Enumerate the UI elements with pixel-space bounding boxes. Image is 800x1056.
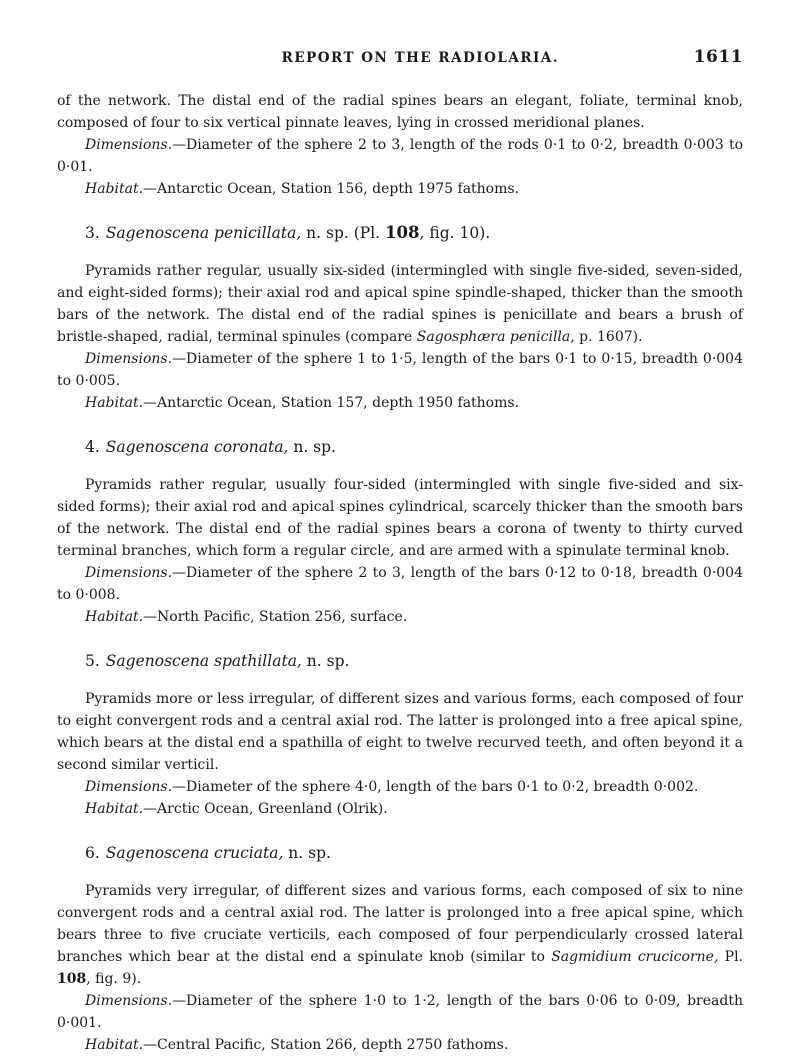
- habitat-label: Habitat.: [85, 1037, 144, 1053]
- plate-ref-number: 108: [57, 971, 87, 987]
- habitat-label: Habitat.: [85, 395, 144, 411]
- habitat-text: —Central Pacific, Station 266, depth 2750 fathoms.: [143, 1037, 509, 1053]
- intro-dimensions: [57, 134, 743, 178]
- species-suffix: n. sp.: [301, 224, 354, 242]
- dimensions-label: Dimensions.: [85, 779, 173, 795]
- habitat-text: —North Pacific, Station 256, surface.: [143, 609, 408, 625]
- description-text-end: p. 1607).: [574, 329, 643, 345]
- habitat-label: Habitat.: [85, 801, 144, 817]
- species-habitat-5: [57, 798, 743, 820]
- cross-reference: Sagmidium crucicorne,: [551, 949, 719, 965]
- species-name: Sagenoscena cruciata,: [105, 844, 284, 862]
- species-description-4: Pyramids rather regular, usually four-sided (intermingled with single five-sided and six-sided forms); their axial rod and apical spines cylindrical, scarcely thicker than the smooth bars of the network. The distal end of the radial spines bears a corona of twenty to thirty curved terminal branches, which form a regular circle, and are armed with a spinulate terminal knob.: [57, 477, 743, 559]
- species-description-3: [57, 260, 743, 348]
- species-description-6: [57, 880, 743, 990]
- species-number: 3.: [85, 224, 100, 242]
- habitat-label: Habitat.: [85, 609, 144, 625]
- dimensions-text: —Diameter of the sphere 4·0, length of the bars 0·1 to 0·2, breadth 0·002.: [172, 779, 699, 795]
- species-name: Sagenoscena coronata,: [105, 438, 289, 456]
- species-heading-3: [85, 222, 743, 244]
- habitat-text: —Antarctic Ocean, Station 157, depth 1950 fathoms.: [143, 395, 520, 411]
- species-habitat-6: [57, 1034, 743, 1056]
- species-habitat-3: [57, 392, 743, 414]
- dimensions-label: Dimensions.: [85, 351, 173, 367]
- species-suffix: n. sp.: [288, 438, 336, 456]
- habitat-text: —Antarctic Ocean, Station 156, depth 1975 fathoms.: [143, 181, 520, 197]
- running-title: REPORT ON THE RADIOLARIA.: [281, 50, 560, 66]
- dimensions-text: —Diameter of the sphere 1·0 to 1·2, length of the bars 0·06 to 0·09, breadth 0·001.: [57, 993, 743, 1031]
- habitat-label: Habitat.: [85, 181, 144, 197]
- species-habitat-4: [57, 606, 743, 628]
- intro-paragraph: of the network. The distal end of the radial spines bears an elegant, foliate, terminal knob, composed of four to six vertical pinnate leaves, lying in crossed meridional planes.: [57, 93, 743, 131]
- plate-ref-open: Pl.: [718, 949, 743, 965]
- species-dimensions-3: [57, 348, 743, 392]
- species-name: Sagenoscena penicillata,: [105, 224, 302, 242]
- species-dimensions-4: [57, 562, 743, 606]
- species-name: Sagenoscena spathillata,: [105, 652, 302, 670]
- dimensions-label: Dimensions.: [85, 993, 173, 1009]
- running-header: [57, 46, 743, 72]
- species-heading-5: [85, 650, 743, 672]
- species-heading-6: [85, 842, 743, 864]
- species-description-5: Pyramids more or less irregular, of different sizes and various forms, each composed of four to eight convergent rods and a central axial rod. The latter is prolonged into a free apical spine, which bears at the distal end a spathilla of eight to twelve recurved teeth, and often beyond it a second similar verticil.: [57, 691, 743, 773]
- page-number: 1611: [693, 47, 743, 67]
- intro-habitat: [57, 178, 743, 200]
- plate-number: 108: [385, 223, 420, 242]
- species-number: 4.: [85, 438, 100, 456]
- dimensions-text: —Diameter of the sphere 2 to 3, length of the bars 0·12 to 0·18, breadth 0·004 to 0·008.: [57, 565, 743, 603]
- description-text-end: , fig. 9).: [86, 971, 142, 987]
- plate-close: , fig. 10).: [419, 224, 491, 242]
- description-text: Pyramids very irregular, of different sizes and various forms, each composed of six to nine convergent rods and a central axial rod. The latter is prolonged into a free apical spine, which bears three to five cruciate verticils, each composed of four perpendicularly crossed lateral branches which bear at the distal end a spinulate knob (similar to: [57, 883, 743, 965]
- habitat-text: —Arctic Ocean, Greenland (Olrik).: [143, 801, 388, 817]
- plate-open: (Pl.: [353, 224, 386, 242]
- species-heading-4: [85, 436, 743, 458]
- dimensions-text: —Diameter of the sphere 1 to 1·5, length of the bars 0·1 to 0·15, breadth 0·004 to 0·005.: [57, 351, 743, 389]
- dimensions-text: —Diameter of the sphere 2 to 3, length of the rods 0·1 to 0·2, breadth 0·003 to 0·01.: [57, 137, 743, 175]
- description-text: Pyramids rather regular, usually six-sided (intermingled with single five-sided, seven-sided, and eight-sided forms); their axial rod and apical spine spindle-shaped, thicker than the smooth bars of the network. The distal end of the radial spines is penicillate and bears a brush of bristle-shaped, radial, terminal spinules (compare: [57, 263, 743, 345]
- species-dimensions-6: [57, 990, 743, 1034]
- cross-reference: Sagosphæra penicilla,: [416, 329, 575, 345]
- species-suffix: n. sp.: [301, 652, 350, 670]
- species-number: 6.: [85, 844, 100, 862]
- dimensions-label: Dimensions.: [85, 565, 173, 581]
- dimensions-label: Dimensions.: [85, 137, 173, 153]
- species-dimensions-5: [57, 776, 743, 798]
- species-number: 5.: [85, 652, 100, 670]
- species-suffix: n. sp.: [283, 844, 331, 862]
